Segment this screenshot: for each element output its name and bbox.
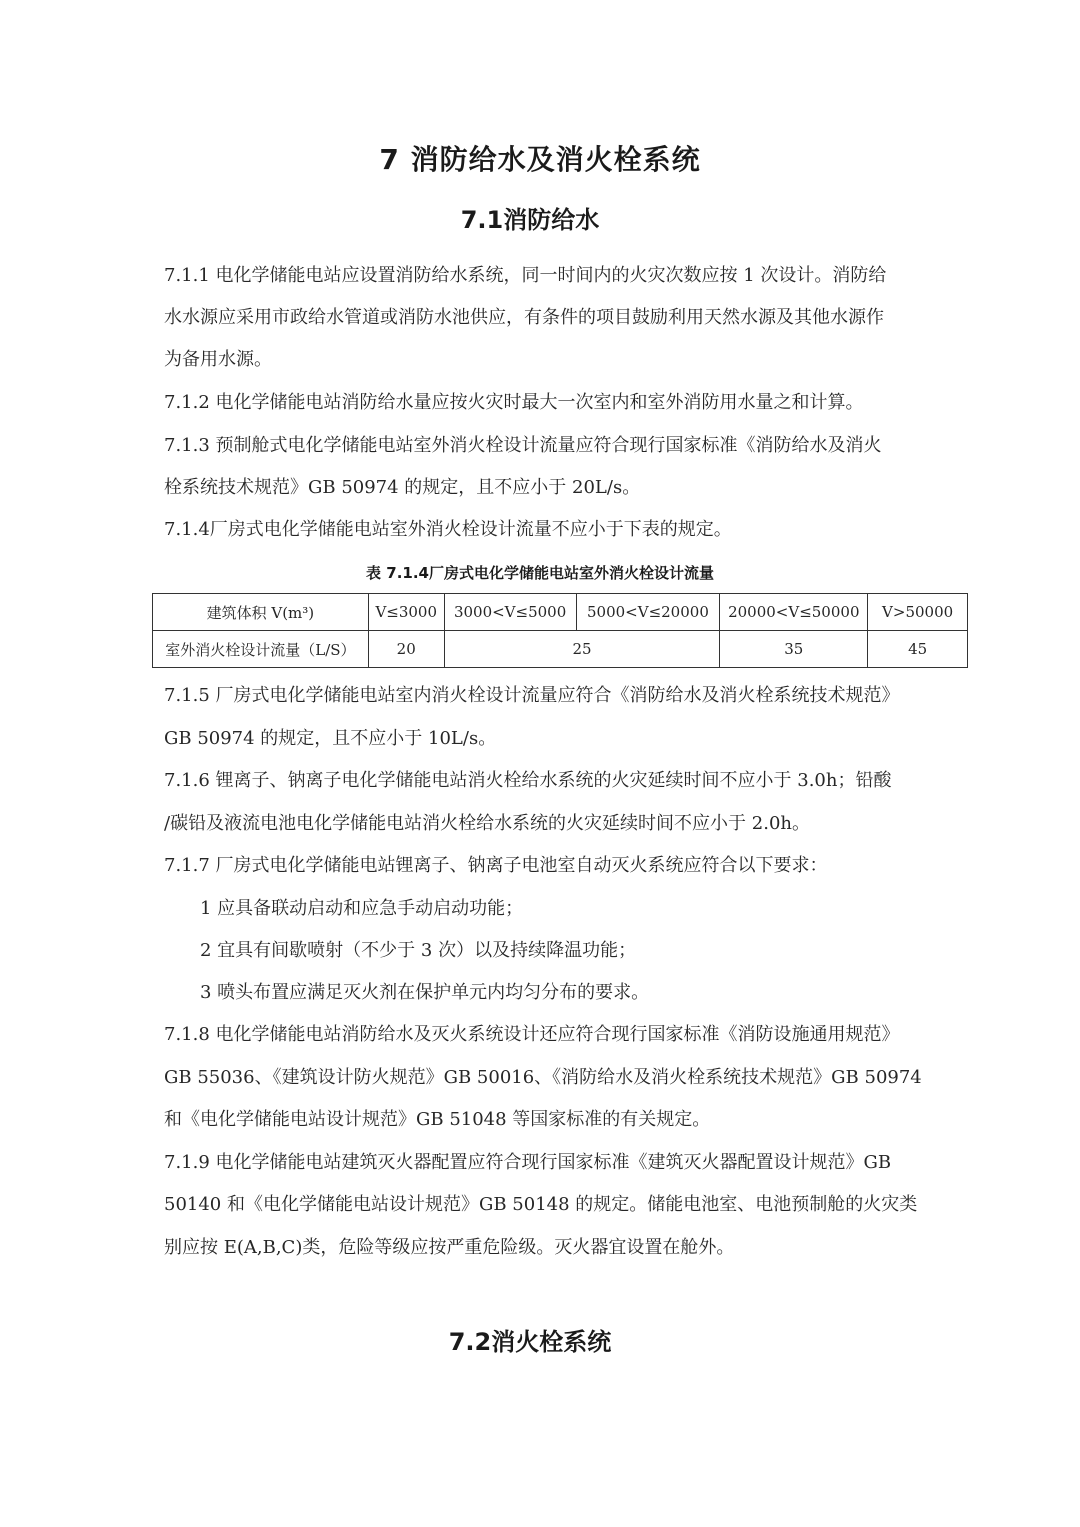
table-cell: 20 — [368, 631, 444, 668]
table-cell: 5000<V≤20000 — [576, 594, 720, 631]
clause-7-1-7-item-1: 1 应具备联动启动和应急手动启动功能； — [200, 898, 524, 919]
clause-7-1-4-line-1: 7.1.4厂房式电化学储能电站室外消火栓设计流量不应小于下表的规定。 — [164, 519, 732, 540]
clause-7-1-6-line-1: 7.1.6 锂离子、钠离子电化学储能电站消火栓给水系统的火灾延续时间不应小于 3.0h；铅酸 — [164, 770, 892, 791]
table-cell: 45 — [868, 631, 968, 668]
table-cell: 25 — [444, 631, 720, 668]
table-cell-label: 建筑体积 V(m³) — [153, 594, 369, 631]
clause-7-1-7-item-3: 3 喷头布置应满足灭火剂在保护单元内均匀分布的要求。 — [200, 982, 650, 1003]
table-row — [153, 631, 968, 668]
flow-table — [152, 593, 968, 668]
clause-7-1-9-line-2: 50140 和《电化学储能电站设计规范》GB 50148 的规定。储能电池室、电池预制舱的火灾类 — [164, 1194, 918, 1215]
clause-7-1-9-line-3: 别应按 E(A,B,C)类，危险等级应按严重危险级。灭火器宜设置在舱外。 — [164, 1237, 735, 1258]
clause-7-1-5-line-2: GB 50974 的规定，且不应小于 10L/s。 — [164, 728, 497, 749]
table-caption: 表 7.1.4厂房式电化学储能电站室外消火栓设计流量 — [366, 564, 714, 582]
clause-7-1-9-line-1: 7.1.9 电化学储能电站建筑灭火器配置应符合现行国家标准《建筑灭火器配置设计规范》GB — [164, 1152, 892, 1173]
table-cell: V>50000 — [868, 594, 968, 631]
table-row — [153, 594, 968, 631]
clause-7-1-8-line-1: 7.1.8 电化学储能电站消防给水及灭火系统设计还应符合现行国家标准《消防设施通用规范》 — [164, 1024, 900, 1045]
clause-7-1-8-line-3: 和《电化学储能电站设计规范》GB 51048 等国家标准的有关规定。 — [164, 1109, 711, 1130]
clause-7-1-1-line-1: 7.1.1 电化学储能电站应设置消防给水系统，同一时间内的火灾次数应按 1 次设计。消防给 — [164, 265, 887, 286]
chapter-title: 7 消防给水及消火栓系统 — [379, 143, 701, 176]
clause-7-1-5-line-1: 7.1.5 厂房式电化学储能电站室内消火栓设计流量应符合《消防给水及消火栓系统技术规范》 — [164, 685, 900, 706]
section-title-7-2: 7.2消火栓系统 — [448, 1328, 612, 1356]
clause-7-1-7-line-1: 7.1.7 厂房式电化学储能电站锂离子、钠离子电池室自动灭火系统应符合以下要求： — [164, 855, 828, 876]
table-cell: 20000<V≤50000 — [720, 594, 868, 631]
clause-7-1-1-line-2: 水水源应采用市政给水管道或消防水池供应，有条件的项目鼓励利用天然水源及其他水源作 — [164, 307, 884, 328]
clause-7-1-1-line-3: 为备用水源。 — [164, 349, 272, 370]
clause-7-1-6-line-2: /碳铅及液流电池电化学储能电站消火栓给水系统的火灾延续时间不应小于 2.0h。 — [164, 813, 811, 834]
table-cell-label: 室外消火栓设计流量（L/S） — [153, 631, 369, 668]
clause-7-1-2-line-1: 7.1.2 电化学储能电站消防给水量应按火灾时最大一次室内和室外消防用水量之和计算。 — [164, 392, 864, 413]
clause-7-1-7-item-2: 2 宜具有间歇喷射（不少于 3 次）以及持续降温功能； — [200, 940, 637, 961]
clause-7-1-3-line-2: 栓系统技术规范》GB 50974 的规定，且不应小于 20L/s。 — [164, 477, 641, 498]
table-cell: V≤3000 — [368, 594, 444, 631]
section-title-7-1: 7.1消防给水 — [460, 206, 600, 234]
clause-7-1-8-line-2: GB 55036、《建筑设计防火规范》GB 50016、《消防给水及消火栓系统技术规范》GB 50974 — [164, 1067, 922, 1088]
table-cell: 35 — [720, 631, 868, 668]
table-cell: 3000<V≤5000 — [444, 594, 576, 631]
clause-7-1-3-line-1: 7.1.3 预制舱式电化学储能电站室外消火栓设计流量应符合现行国家标准《消防给水及消火 — [164, 435, 882, 456]
